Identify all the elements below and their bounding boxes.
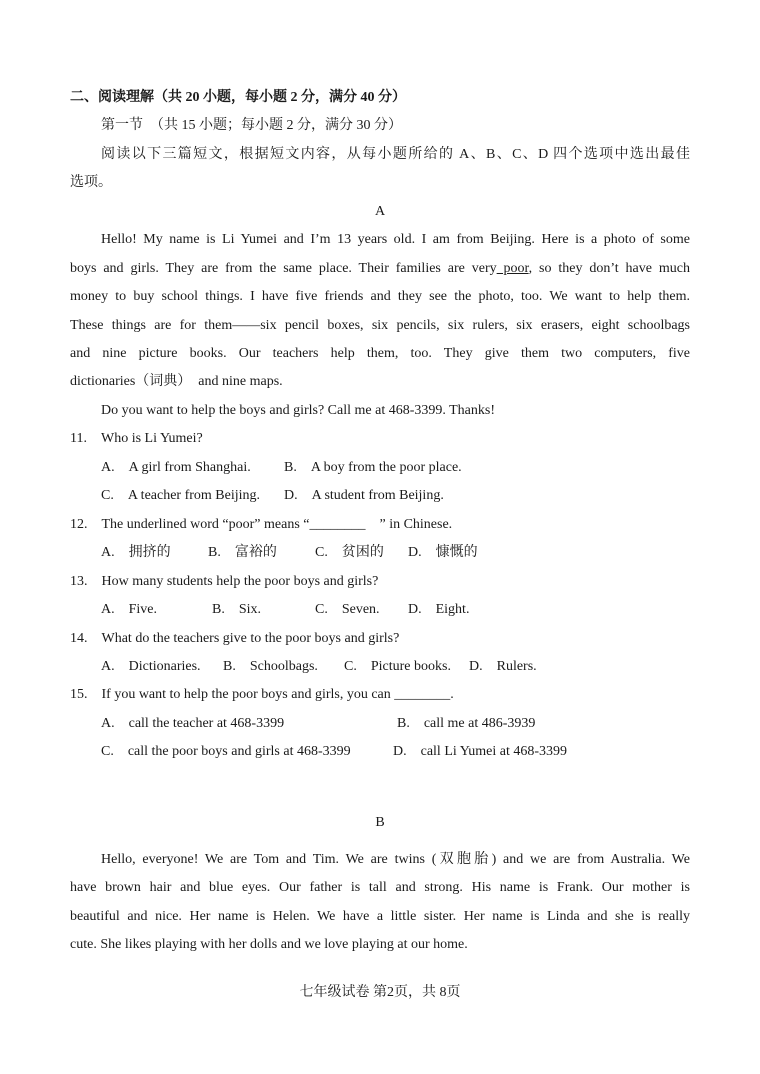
- question-13-option-d: D. Eight.: [408, 602, 470, 617]
- question-11-option-c: C. A teacher from Beijing.: [101, 488, 261, 503]
- question-14-option-b: B. Schoolbags.: [223, 659, 318, 674]
- question-14-option-a: A. Dictionaries.: [101, 659, 201, 674]
- question-11-option-b: B. A boy from the poor place.: [284, 460, 462, 475]
- section-heading: 二、阅读理解（共 20 小题，每小题 2 分，满分 40 分）: [70, 90, 406, 105]
- question-13-option-a: A. Five.: [101, 602, 157, 617]
- question-11-option-a: A. A girl from Shanghai.: [101, 460, 251, 475]
- passage-a-line-4: These things are for them——six pencil boxes, six pencils, six rulers, six erasers, eight schoolbags: [70, 318, 690, 333]
- passage-a-line-2-pre: boys and girls. They are from the same place. Their families are very: [70, 261, 497, 276]
- part-heading: 第一节 （共 15 小题；每小题 2 分，满分 30 分）: [101, 118, 402, 133]
- question-14-option-c: C. Picture books.: [344, 659, 451, 674]
- question-13-stem: 13. How many students help the poor boys and girls?: [70, 574, 379, 589]
- passage-b-line-3: beautiful and nice. Her name is Helen. We have a little sister. Her name is Linda and she is really: [70, 909, 690, 924]
- question-14-stem: 14. What do the teachers give to the poor boys and girls?: [70, 631, 400, 646]
- question-15-option-b: B. call me at 486-3939: [397, 716, 536, 731]
- passage-a-line-5: and nine picture books. Our teachers help them, too. They give them two computers, five: [70, 346, 690, 361]
- passage-a-line-7: Do you want to help the boys and girls? Call me at 468-3399. Thanks!: [101, 403, 496, 418]
- passage-a-label: A: [374, 204, 386, 219]
- question-11-stem: 11. Who is Li Yumei?: [70, 431, 203, 446]
- question-12-option-b: B. 富裕的: [208, 545, 277, 560]
- question-15-option-c: C. call the poor boys and girls at 468-3399: [101, 744, 351, 759]
- passage-a-line-3: money to buy school things. I have five friends and they see the photo, too. We want to help them.: [70, 289, 690, 304]
- question-15-option-a: A. call the teacher at 468-3399: [101, 716, 285, 731]
- question-13-option-b: B. Six.: [212, 602, 262, 617]
- passage-a-line-2-post: , so they don’t have much: [528, 261, 690, 276]
- question-12-stem: 12. The underlined word “poor” means “________ ” in Chinese.: [70, 517, 453, 532]
- passage-a-line-1: Hello! My name is Li Yumei and I’m 13 years old. I am from Beijing. Here is a photo of some: [101, 232, 690, 247]
- question-15-stem: 15. If you want to help the poor boys and girls, you can ________.: [70, 687, 454, 702]
- passage-a-line-2: [70, 259, 690, 279]
- question-11-option-d: D. A student from Beijing.: [284, 488, 444, 503]
- passage-b-label: B: [375, 815, 385, 830]
- question-13-option-c: C. Seven.: [315, 602, 380, 617]
- passage-b-line-2: have brown hair and blue eyes. Our father is tall and strong. His name is Frank. Our mother is: [70, 880, 690, 895]
- question-15-option-d: D. call Li Yumei at 468-3399: [393, 744, 568, 759]
- question-12-option-d: D. 慷慨的: [408, 545, 478, 560]
- instruction-line-1: 阅读以下三篇短文，根据短文内容，从每小题所给的 A、B、C、D 四个选项中选出最佳: [101, 147, 690, 162]
- question-12-option-a: A. 拥挤的: [101, 545, 171, 560]
- passage-a-line-6: dictionaries（词典） and nine maps.: [70, 374, 283, 389]
- instruction-line-2: 选项。: [70, 175, 112, 190]
- page-footer: 七年级试卷 第2页，共 8页: [299, 985, 461, 1000]
- question-14-option-d: D. Rulers.: [469, 659, 537, 674]
- underlined-word-poor: poor: [496, 261, 529, 276]
- passage-b-line-4: cute. She likes playing with her dolls and we love playing at our home.: [70, 937, 468, 952]
- question-12-option-c: C. 贫困的: [315, 545, 384, 560]
- passage-b-line-1: Hello, everyone! We are Tom and Tim. We are twins (双胞胎) and we are from Australia. We: [101, 852, 690, 867]
